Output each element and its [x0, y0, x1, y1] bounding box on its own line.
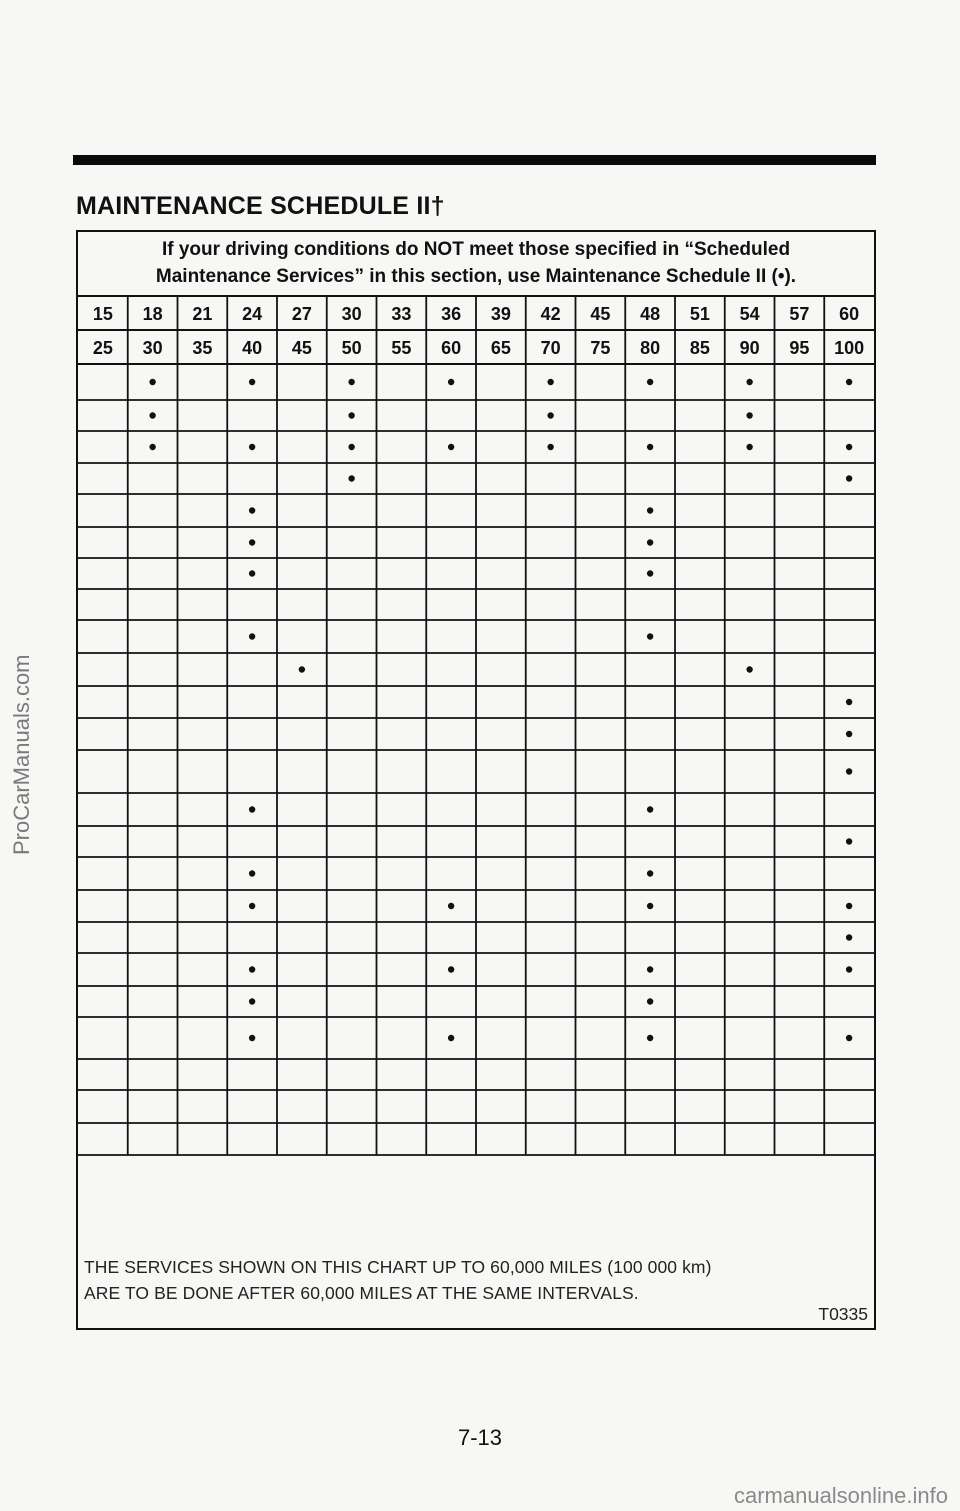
service-dot: [249, 806, 255, 812]
header-km-cell: 30: [142, 338, 163, 358]
service-dot: [647, 379, 653, 385]
header-miles-cell: 39: [490, 304, 511, 324]
service-dot: [746, 379, 752, 385]
service-dot: [647, 966, 653, 972]
header-km-cell: 65: [490, 338, 511, 358]
header-km-cell: 70: [540, 338, 561, 358]
service-dot: [846, 768, 852, 774]
service-dot: [249, 539, 255, 545]
service-dot: [547, 379, 553, 385]
service-dot: [249, 966, 255, 972]
header-km-cell: 90: [739, 338, 760, 358]
schedule-box: [76, 230, 876, 1330]
service-dot: [249, 903, 255, 909]
header-miles-cell: 27: [291, 304, 312, 324]
service-dot: [846, 444, 852, 450]
footer-note: [84, 1254, 864, 1306]
service-dot: [647, 444, 653, 450]
header-km-cell: 40: [242, 338, 263, 358]
intro-line-1: If your driving conditions do NOT meet those specified in “Scheduled: [161, 239, 791, 260]
service-dot: [746, 412, 752, 418]
header-miles-cell: 30: [341, 304, 362, 324]
header-miles-cell: 45: [590, 304, 611, 324]
service-dot: [647, 633, 653, 639]
service-dot: [647, 806, 653, 812]
header-miles-cell: 21: [192, 304, 213, 324]
service-dot: [249, 998, 255, 1004]
header-miles-cell: 60: [839, 304, 860, 324]
header-km-cell: 60: [441, 338, 462, 358]
service-dot: [448, 903, 454, 909]
service-dot: [249, 507, 255, 513]
footer-line-1: THE SERVICES SHOWN ON THIS CHART UP TO 60,000 MILES (100 000 km): [84, 1257, 712, 1277]
service-dot: [249, 633, 255, 639]
header-km-cell: 25: [92, 338, 113, 358]
service-dot: [547, 412, 553, 418]
service-dot: [149, 412, 155, 418]
header-miles-cell: 18: [142, 304, 163, 324]
header-km-cell: 95: [789, 338, 810, 358]
header-miles-cell: 42: [540, 304, 561, 324]
header-km-cell: 85: [689, 338, 710, 358]
header-km-cell: 100: [834, 338, 865, 358]
header-km-cell: 55: [391, 338, 412, 358]
header-miles-cell: 36: [441, 304, 462, 324]
service-dot: [647, 1035, 653, 1041]
header-miles-cell: 51: [689, 304, 710, 324]
header-km-cell: 75: [590, 338, 611, 358]
chart-code: T0335: [818, 1304, 868, 1324]
header-km-cell: 50: [341, 338, 362, 358]
footer-line-2: ARE TO BE DONE AFTER 60,000 MILES AT THE SAME INTERVALS.: [84, 1283, 639, 1303]
service-dot: [647, 903, 653, 909]
service-dot: [448, 444, 454, 450]
service-dot: [249, 379, 255, 385]
service-dot: [149, 379, 155, 385]
service-dot: [647, 870, 653, 876]
header-km-cell: 80: [640, 338, 661, 358]
service-dot: [249, 444, 255, 450]
service-dot: [746, 666, 752, 672]
header-miles-cell: 15: [92, 304, 113, 324]
service-dot: [846, 903, 852, 909]
page-title: MAINTENANCE SCHEDULE II†: [76, 192, 445, 220]
service-dot: [249, 870, 255, 876]
header-miles-cell: 33: [391, 304, 412, 324]
service-dot: [348, 379, 354, 385]
header-km-cell: 35: [192, 338, 213, 358]
service-dot: [846, 966, 852, 972]
side-watermark: ProCarManuals.com: [9, 654, 34, 856]
service-dot: [299, 666, 305, 672]
header-miles-cell: 48: [640, 304, 661, 324]
service-dot: [249, 570, 255, 576]
service-dot: [348, 444, 354, 450]
service-dot: [846, 379, 852, 385]
service-dot: [647, 998, 653, 1004]
service-dot: [746, 444, 752, 450]
service-dot: [149, 444, 155, 450]
service-dot: [846, 699, 852, 705]
service-dot: [846, 838, 852, 844]
service-dot: [249, 1035, 255, 1041]
header-miles-cell: 54: [739, 304, 760, 324]
header-miles-cell: 24: [242, 304, 263, 324]
service-dot: [448, 1035, 454, 1041]
service-dot: [846, 1035, 852, 1041]
service-dot: [448, 966, 454, 972]
service-dot: [448, 379, 454, 385]
intro-line-2: Maintenance Services” in this section, use Maintenance Schedule II (•).: [155, 266, 797, 287]
service-dot: [647, 570, 653, 576]
service-dot: [647, 507, 653, 513]
service-dot: [647, 539, 653, 545]
service-dot: [348, 475, 354, 481]
service-dot: [547, 444, 553, 450]
page-number: 7-13: [457, 1425, 503, 1450]
service-dot: [846, 731, 852, 737]
service-dot: [348, 412, 354, 418]
schedule-grid: [78, 232, 878, 1332]
header-km-cell: 45: [291, 338, 312, 358]
header-miles-cell: 57: [789, 304, 810, 324]
service-dot: [846, 934, 852, 940]
service-dot: [846, 475, 852, 481]
top-rule-bar: [73, 155, 876, 165]
bottom-watermark: carmanualsonline.info: [733, 1483, 948, 1508]
